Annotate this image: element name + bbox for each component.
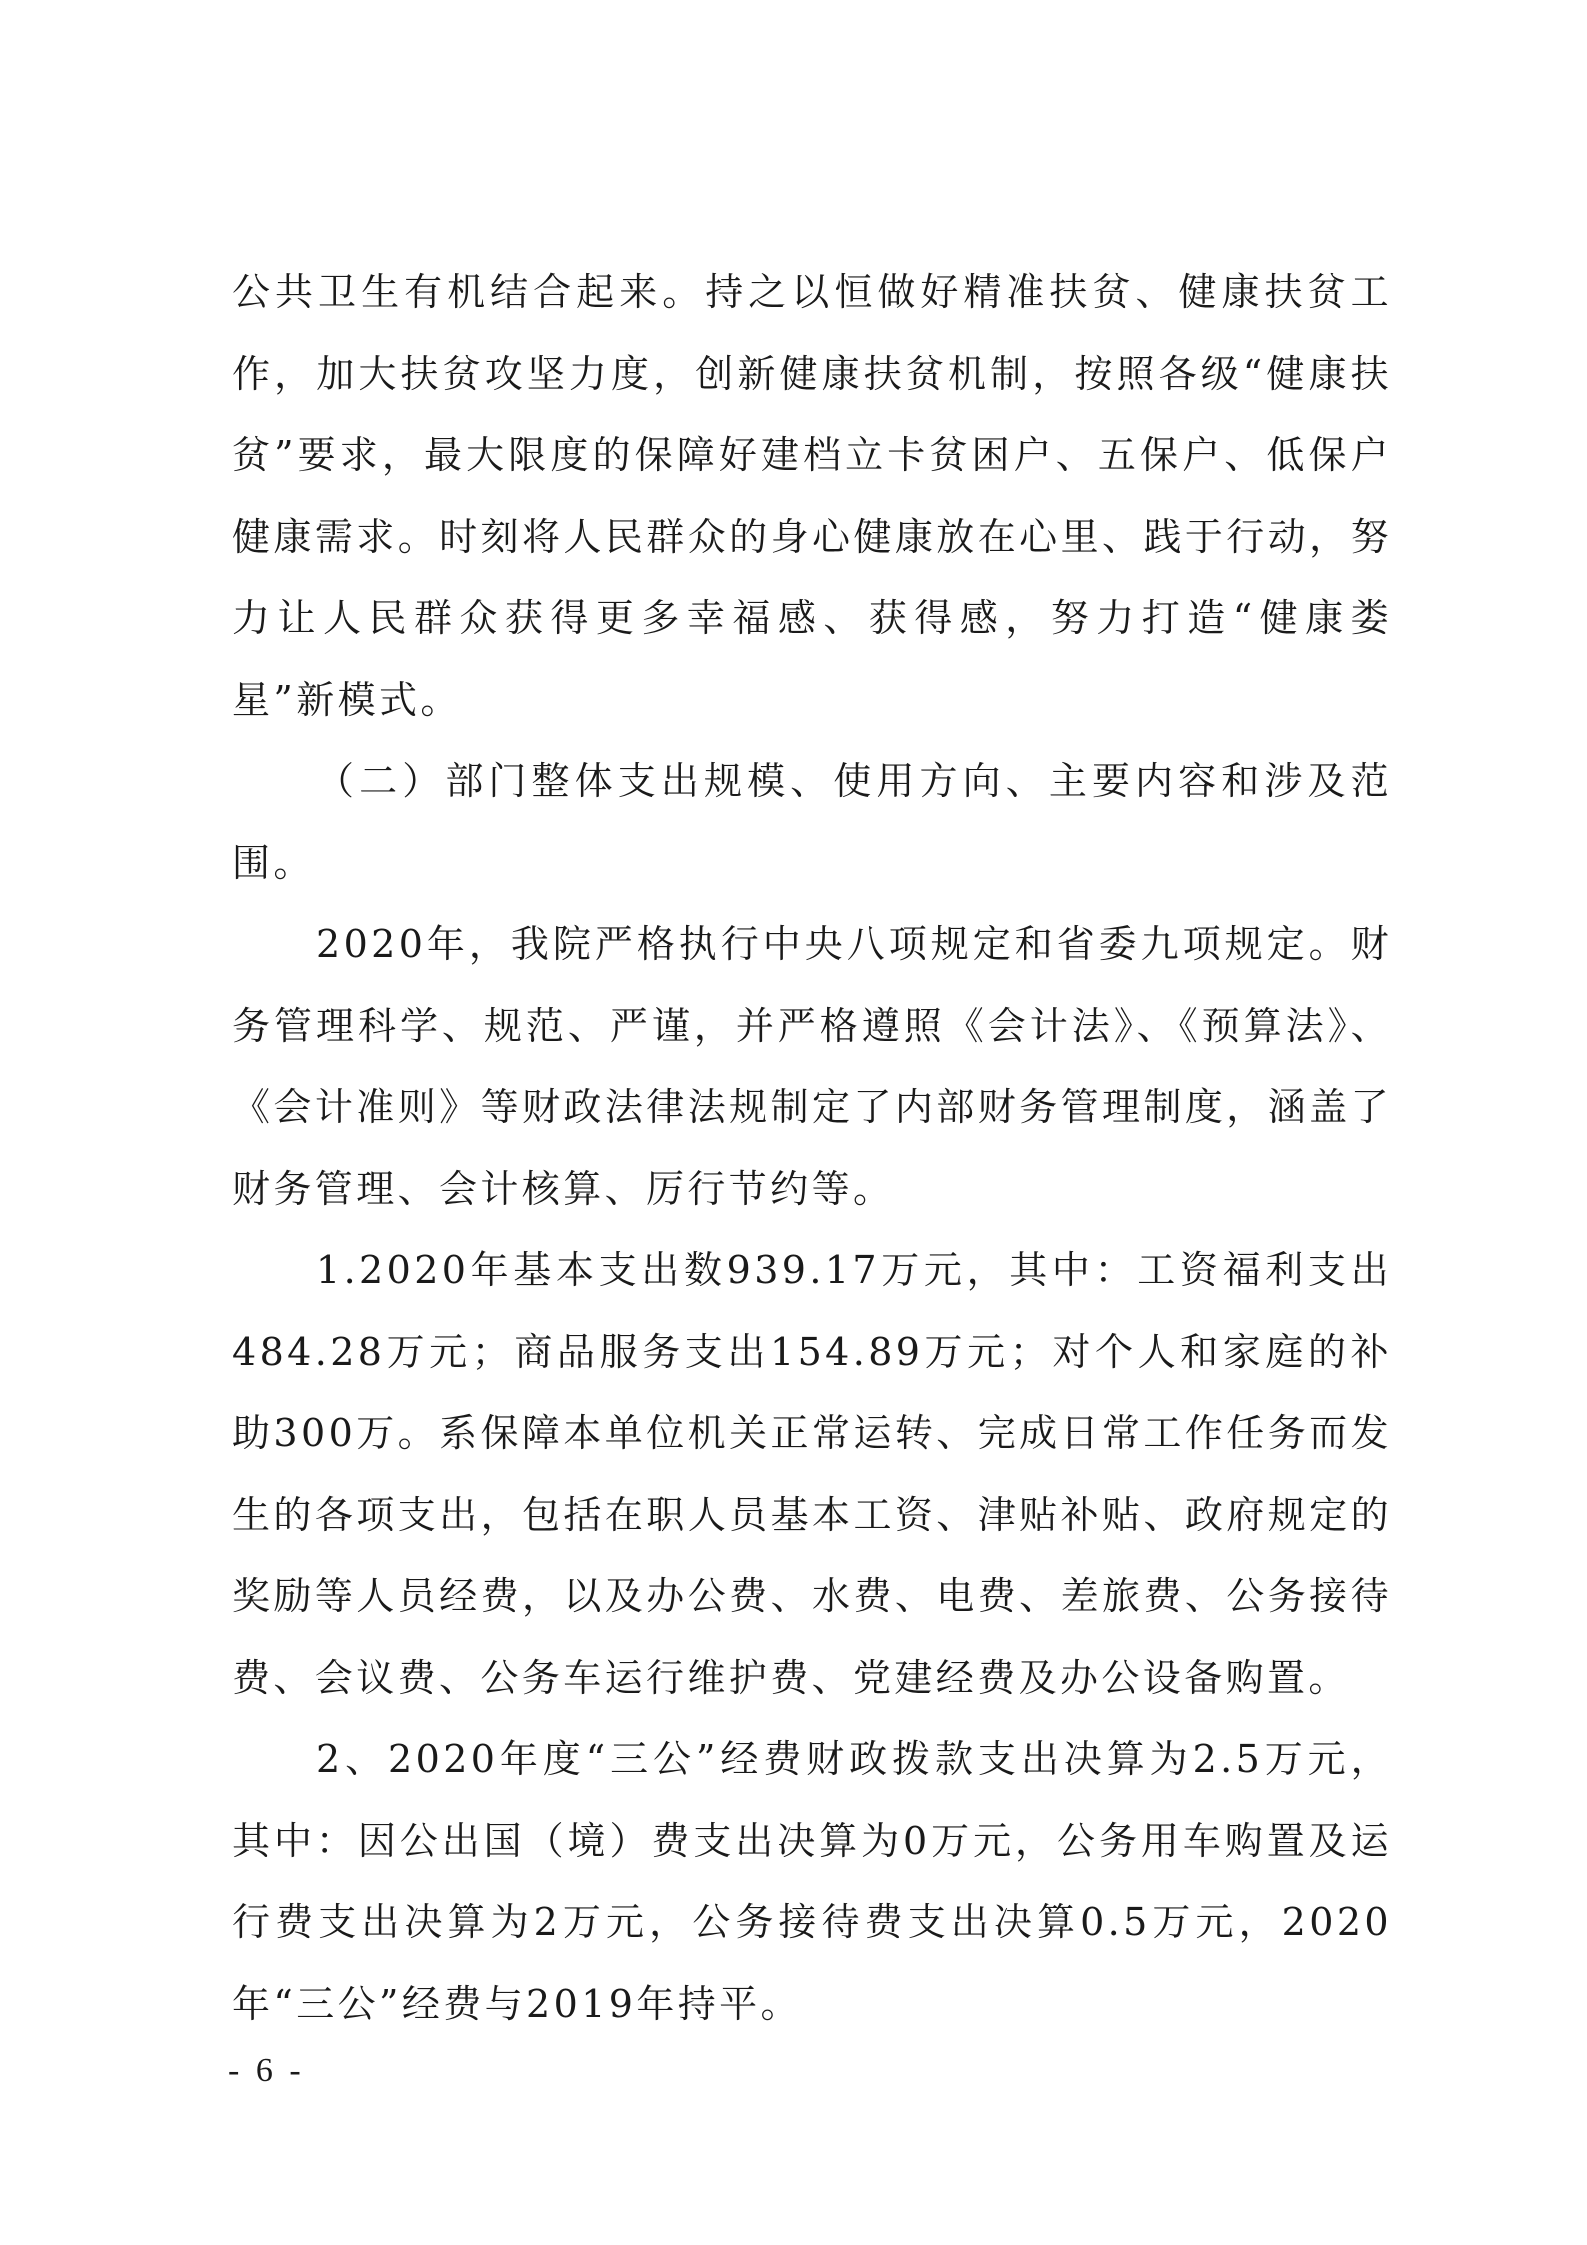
paragraph-basic-expenditure: 1.2020年基本支出数939.17万元，其中：工资福利支出484.28万元；商品服务支出154.89万元；对个人和家庭的补助300万。系保障本单位机关正常运转、完成日常工作任务而发生的各项支出，包括在职人员基本工资、津贴补贴、政府规定的奖励等人员经费，以及办公费、水费、电费、差旅费、公务接待费、会议费、公务车运行维护费、党建经费及办公设备购置。	[232, 1248, 1392, 1700]
paragraph-financial-rules: 2020年，我院严格执行中央八项规定和省委九项规定。财务管理科学、规范、严谨，并严格遵照《会计法》、《预算法》、《会计准则》等财政法律法规制定了内部财务管理制度，涵盖了财务管理、会计核算、厉行节约等。	[232, 922, 1392, 1211]
paragraph-continuation: 公共卫生有机结合起来。持之以恒做好精准扶贫、健康扶贫工作，加大扶贫攻坚力度，创新健康扶贫机制，按照各级“健康扶贫”要求，最大限度的保障好建档立卡贫困户、五保户、低保户健康需求。时刻将人民群众的身心健康放在心里、践于行动，努力让人民群众获得更多幸福感、获得感，努力打造“健康娄星”新模式。	[232, 270, 1392, 722]
section-heading: （二）部门整体支出规模、使用方向、主要内容和涉及范围。	[232, 759, 1392, 885]
body-text	[232, 252, 1392, 2045]
page-number: - 6 -	[228, 2052, 305, 2089]
paragraph-three-public-expenses: 2、2020年度“三公”经费财政拨款支出决算为2.5万元，其中：因公出国（境）费支出决算为0万元，公务用车购置及运行费支出决算为2万元，公务接待费支出决算0.5万元，2020年“三公”经费与2019年持平。	[232, 1737, 1392, 2026]
